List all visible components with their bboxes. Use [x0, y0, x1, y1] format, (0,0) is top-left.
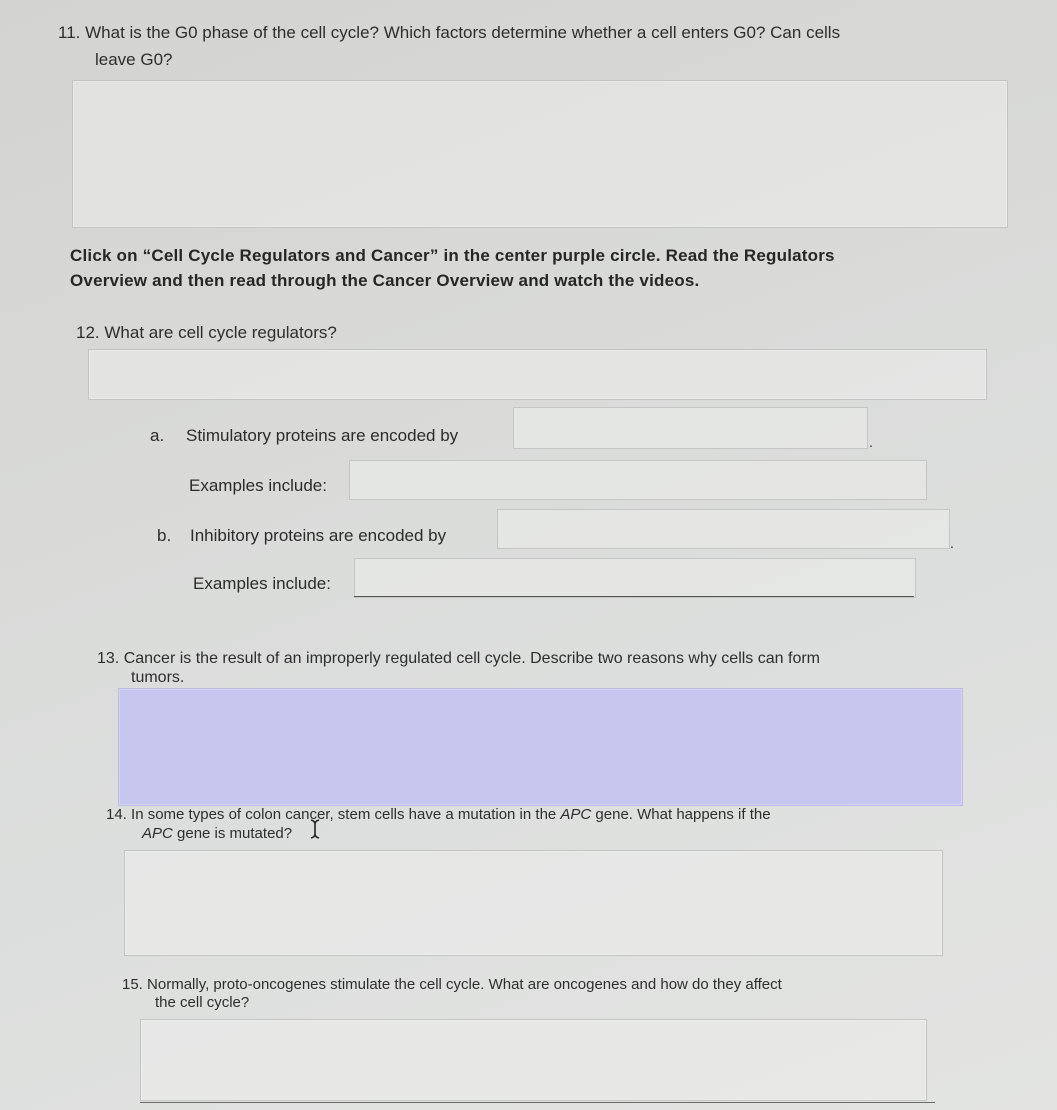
field-underline	[354, 596, 914, 597]
examples-label-12a: Examples include:	[189, 476, 327, 495]
text-cursor-icon	[309, 818, 321, 840]
item-12a	[150, 425, 458, 447]
inhibitory-encoded-by-field[interactable]	[497, 509, 950, 549]
question-text: Cancer is the result of an improperly regulated cell cycle. Describe two reasons why cells can form	[123, 650, 820, 667]
question-15-continued: the cell cycle?	[155, 994, 250, 1011]
item-12b	[157, 525, 446, 547]
question-12	[76, 322, 337, 344]
question-14-continued	[142, 825, 292, 843]
gene-name: APC	[142, 825, 173, 842]
inhibitory-examples-field[interactable]	[354, 558, 916, 598]
answer-box-q12[interactable]	[88, 349, 987, 400]
instruction-line-1: Click on “Cell Cycle Regulators and Cancer” in the center purple circle. Read the Regulators	[70, 246, 835, 265]
question-14	[106, 806, 1006, 824]
question-text-pre: In some types of colon cancer, stem cells have a mutation in the	[131, 806, 561, 823]
question-text: Normally, proto-oncogenes stimulate the cell cycle. What are oncogenes and how do they affect	[147, 976, 782, 993]
answer-box-q13[interactable]	[118, 688, 963, 806]
question-text: gene is mutated?	[172, 825, 293, 842]
question-number: 14.	[106, 806, 127, 823]
stimulatory-encoded-by-field[interactable]	[513, 407, 868, 449]
field-underline	[140, 1102, 935, 1103]
question-text: What are cell cycle regulators?	[104, 323, 337, 342]
stimulatory-examples-field[interactable]	[349, 460, 927, 500]
item-marker: a.	[150, 426, 165, 445]
question-number: 11.	[58, 23, 81, 42]
instruction-line-2: Overview and then read through the Cancer Overview and watch the videos.	[70, 271, 700, 290]
question-text-post: gene. What happens if the	[591, 806, 771, 823]
period-12b: .	[950, 535, 954, 551]
question-number: 13.	[97, 650, 120, 667]
question-15	[122, 976, 1002, 994]
question-13-continued: tumors.	[131, 669, 185, 686]
period-12a: .	[869, 434, 873, 450]
question-11	[58, 22, 1038, 44]
answer-box-q15[interactable]	[140, 1019, 927, 1101]
question-number: 12.	[76, 323, 100, 342]
question-13	[97, 648, 1037, 670]
gene-name: APC	[560, 806, 592, 823]
answer-box-q14[interactable]	[124, 850, 943, 956]
item-label: Stimulatory proteins are encoded by	[186, 426, 459, 445]
item-label: Inhibitory proteins are encoded by	[190, 526, 447, 545]
question-11-continued: leave G0?	[95, 50, 173, 69]
answer-box-q11[interactable]	[72, 80, 1008, 228]
question-text: What is the G0 phase of the cell cycle? Which factors determine whether a cell enters G0? Can cells	[85, 23, 841, 42]
item-marker: b.	[157, 526, 172, 545]
question-number: 15.	[122, 976, 143, 993]
examples-label-12b: Examples include:	[193, 574, 331, 593]
